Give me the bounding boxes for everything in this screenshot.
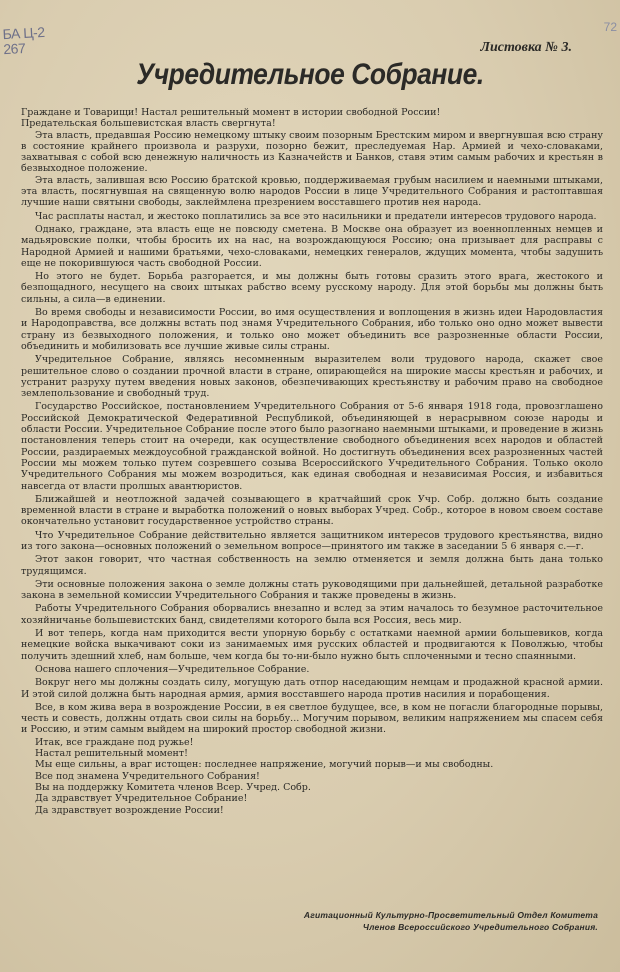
- closing-line: Да здравствует возрождение России!: [35, 804, 224, 816]
- closing-line: Да здравствует Учредительное Собрание!: [35, 793, 248, 805]
- closing-appeals: [21, 737, 603, 816]
- closing-line: Итак, все граждане под ружье!: [35, 736, 194, 748]
- closing-line: Настал решительный момент!: [35, 748, 188, 760]
- paragraph: Этот закон говорит, что частная собственность на землю отменяется и земля должна быть дана только трудящимся.: [21, 554, 603, 577]
- paragraph: Граждане и Товарищи! Настал решительный момент в истории свободной России!: [21, 107, 441, 118]
- paragraph: Учредительное Собрание, являясь несомненным выразителем воли трудового народа, скажет свое решительное слово о создании прочной власти в стране, опирающейся на широкие массы крестьян и рабочих, и устранит разруху путем введения новых законов, обезпечивающих крестьянству и рабочим право на свободное землепользование и свободный труд.: [21, 354, 603, 400]
- paragraph: Предательская большевистская власть свергнута!: [21, 118, 276, 130]
- corner-pencil-mark: 72: [603, 20, 617, 34]
- paragraph: Работы Учредительного Собрания оборвались внезапно и вслед за этим началось то безумное расточительное хозяйничанье большевистских банд, свидетелями которого была вся Россия, весь мир.: [21, 603, 603, 626]
- paragraph: Эти основные положения закона о земле должны стать руководящими при дальнейшей, детальной разработке закона в земельной комиссии Учредительного Собрания и также проведены в жизнь.: [21, 578, 603, 602]
- leaflet-body: [21, 107, 603, 816]
- paragraph: Во время свободы и независимости России, во имя осуществления и воплощения в жизнь идеи Народовластия и Народоправства, все должны встать под знамя Учредительного Собрания, ибо только оно одно может вывести страну из безвыходного положения, и только оно может объединить все разрозненные области России, объединить и мобилизовать все лучшие живые силы страны.: [21, 307, 603, 352]
- paragraph: Вокруг него мы должны создать силу, могущую дать отпор наседающим немцам и продажной красной армии. И этой силой должна быть народная армия, армия восставшего народа против насилия и порабощения.: [21, 677, 603, 700]
- signature-block: [258, 909, 598, 933]
- archive-mark-line1: БА Ц-2: [2, 23, 45, 43]
- paragraph: Ближайшей и неотложной задачей созывающего в кратчайший срок Учр. Собр. должно быть создание временной власти в стране и выработка положений о новых выборах Учред. Собр., которое в новом своем составе окончательно установит государственное устройство страны.: [21, 493, 603, 528]
- closing-line: Вы на поддержку Комитета членов Всер. Учред. Собр.: [35, 781, 311, 793]
- paragraph: Эта власть, залившая всю Россию братской кровью, поддерживаемая грубым насилием и наемными штыками, эта власть, посягнувшая на священную волю народов России в лице Учредительного Собрания и растоптавшая лучшие наши святыни свободы, заклеймлена презрением восставшего против нея народа.: [21, 174, 603, 209]
- paragraph: Но этого не будет. Борьба разгорается, и мы должны быть готовы сразить этого врага, жестокого и безпощадного, несущего на своих штыках рабство всему русскому народу. Для этой борьбы мы должны быть сильны, а сила—в единении.: [21, 271, 603, 305]
- paragraph: Основа нашего сплочения—Учредительное Собрание.: [35, 663, 310, 675]
- archive-handwritten-mark: [2, 25, 45, 57]
- page-title: Учредительное Собрание.: [136, 58, 484, 91]
- signature-line1: Агитационный Культурно-Просветительный Отдел Комитета: [303, 910, 598, 920]
- signature-line2: Членов Всероссийского Учредительного Собрания.: [362, 922, 598, 932]
- paragraph: Эта власть, предавшая Россию немецкому штыку своим позорным Брестским миром и ввергнувшая всю страну в состояние крайнего произвола и разрухи, позорно бежит, преследуемая Нар. Армией и чехо-словаками, захватывая с собой всю денежную наличность из Казначейств и Банков, ставя этим самым рабочих и крестьян в безвыходное положение.: [21, 129, 603, 175]
- paragraph: Что Учредительное Собрание действительно является защитником интересов трудового крестьянства, видно из того закона—основных положений о земельном вопросе—принятого им также в заседании 5 6 января с.—г.: [21, 529, 603, 552]
- paragraph: Все, в ком жива вера в возрождение России, в ея светлое будущее, все, в ком не погасли благородные порывы, честь и совесть, должны отдать свои силы на борьбу... Могучим порывом, великим напряжением мы спасем себя и Россию, и этим самым выйдем на широкий простор свободной жизни.: [21, 701, 603, 736]
- paragraph: Однако, граждане, эта власть еще не повсюду сметена. В Москве она образует из военнопленных немцев и мадьяровские полки, чтобы бросить их на нас, на возрождающуюся Россию; она призывает для расправы с Народной Армией и нашими братьями, чехо-словаками, немецких генералов, ждущих момента, чтобы задушить еще не покорившуюся часть свободной России.: [21, 223, 603, 269]
- closing-line: Мы еще сильны, а враг истощен: последнее напряжение, могучий порыв—и мы свободны.: [35, 759, 494, 771]
- paragraph: И вот теперь, когда нам приходится вести упорную борьбу с остатками наемной армии большевиков, когда немецкие войска выкачивают соки из занимаемых имя русских областей и продвигаются к Поволжью, чтобы получить здешний хлеб, нам больше, чем когда бы то-ни-было нужно быть сплоченными и тесно спаянными.: [21, 628, 603, 662]
- leaflet-number: Листовка № 3.: [480, 40, 572, 55]
- paragraph: Государство Российское, постановлением Учредительного Собрания от 5-6 января 1918 года, провозглашено Российской Демократической Федеративной Республикой, объединяющей в нерасрывном союзе народы и области России. Учредительное Собрание после этого было разогнано наемными штыками, и проведение в жизнь постановления теперь стоит на очереди, как осуществление свободного объединения всех народов и областей России, раздираемых междоусобной гражданской войной. Но достигнуть объединения всех разрозненных частей России мы можем только путем созревшего созыва Всероссийского Учредительного Собрания. Только около Учредительного Собрания мы можем возродиться, как единая свободная и независимая Россия, и избавиться навсегда от власти пролшых авантюристов.: [21, 401, 603, 492]
- paragraph: Час расплаты настал, и жестоко поплатились за все это насильники и предатели интересов трудового народа.: [35, 210, 597, 222]
- archive-mark-line2: 267: [2, 39, 26, 58]
- closing-line: Все под знамена Учредительного Собрания!: [35, 770, 260, 782]
